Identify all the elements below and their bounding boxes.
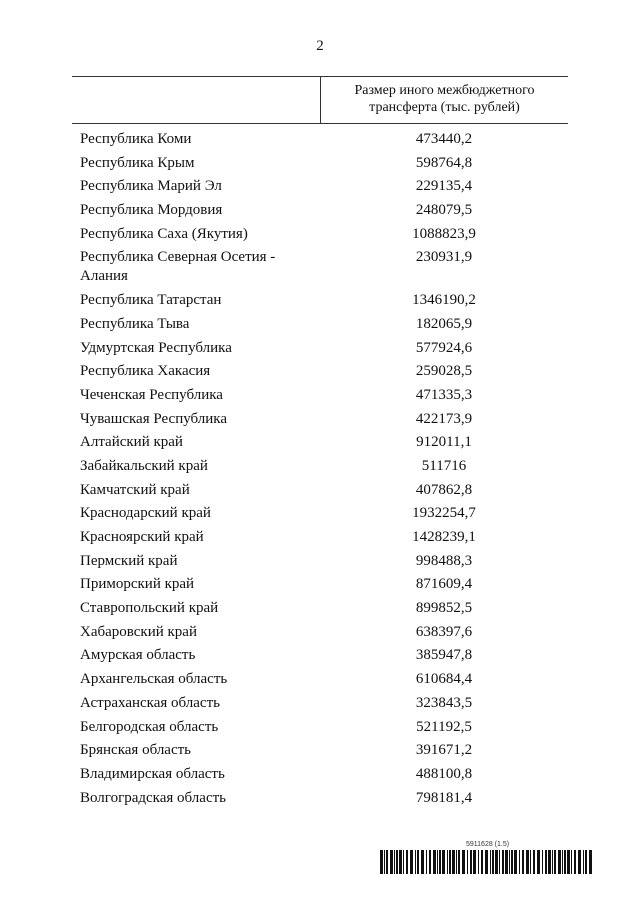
transfer-amount: 385947,8 bbox=[415, 647, 473, 664]
transfer-amount: 511716 bbox=[421, 457, 467, 474]
region-name: Архангельская область bbox=[80, 671, 228, 688]
table-row bbox=[80, 315, 568, 334]
transfer-amount: 229135,4 bbox=[415, 178, 473, 195]
region-name: Республика Саха (Якутия) bbox=[80, 225, 248, 242]
transfer-amount: 473440,2 bbox=[415, 131, 473, 147]
transfer-amount: 323843,5 bbox=[415, 694, 473, 711]
table-row bbox=[80, 154, 568, 173]
table-row bbox=[80, 718, 568, 737]
transfer-amount: 248079,5 bbox=[415, 202, 473, 219]
transfer-amount: 871609,4 bbox=[415, 576, 473, 593]
table-row bbox=[80, 528, 568, 547]
region-name: Астраханская область bbox=[80, 694, 220, 711]
table-row bbox=[80, 177, 568, 196]
column-header-transfer-amount: Размер иного межбюджетного трансферта (тыс. рублей) bbox=[354, 83, 535, 115]
transfer-amount: 391671,2 bbox=[415, 742, 473, 759]
transfer-amount: 407862,8 bbox=[415, 481, 473, 498]
table-row bbox=[80, 694, 568, 713]
table-row bbox=[80, 504, 568, 523]
region-name: Забайкальский край bbox=[80, 457, 208, 474]
region-name: Республика Татарстан bbox=[80, 292, 222, 309]
table-row bbox=[80, 646, 568, 665]
table-row bbox=[80, 575, 568, 594]
region-name: Республика Мордовия bbox=[80, 202, 223, 219]
table-row bbox=[80, 670, 568, 689]
region-name: Брянская область bbox=[80, 742, 192, 759]
region-name: Владимирская область bbox=[80, 765, 225, 782]
table-row bbox=[80, 765, 568, 784]
table-row bbox=[80, 599, 568, 618]
transfer-amount: 1932254,7 bbox=[412, 505, 476, 522]
transfer-amount: 899852,5 bbox=[415, 600, 473, 617]
table-row bbox=[80, 339, 568, 358]
table-row bbox=[80, 386, 568, 405]
table-row bbox=[80, 201, 568, 220]
transfer-amount: 577924,6 bbox=[415, 339, 473, 356]
transfer-amount: 598764,8 bbox=[415, 154, 473, 171]
region-name: Краснодарский край bbox=[80, 505, 211, 522]
table-row bbox=[80, 457, 568, 476]
region-name: Республика Хакасия bbox=[80, 363, 211, 380]
transfer-amount: 230931,9 bbox=[415, 249, 473, 266]
barcode-image bbox=[380, 850, 592, 874]
table-row bbox=[80, 623, 568, 642]
table-row bbox=[80, 552, 568, 571]
transfer-amount: 182065,9 bbox=[415, 315, 473, 332]
transfer-amount: 422173,9 bbox=[415, 410, 473, 427]
barcode-label: 5911628 (1.5) bbox=[466, 841, 510, 848]
table-row bbox=[80, 248, 568, 286]
transfer-amount: 1346190,2 bbox=[412, 292, 476, 309]
transfer-amount: 1428239,1 bbox=[412, 529, 476, 545]
region-name: Республика Марий Эл bbox=[80, 178, 222, 195]
table-row bbox=[80, 410, 568, 429]
region-name: Чеченская Республика bbox=[80, 386, 223, 403]
transfer-amount: 521192,5 bbox=[416, 718, 472, 735]
region-name: Удмуртская Республика bbox=[80, 339, 232, 356]
region-name: Белгородская область bbox=[80, 718, 219, 735]
table-body bbox=[80, 130, 568, 812]
transfer-amount: 259028,5 bbox=[415, 363, 473, 380]
table-row bbox=[80, 481, 568, 500]
transfer-amount: 488100,8 bbox=[415, 765, 473, 782]
region-name: Волгоградская область bbox=[80, 789, 226, 806]
transfer-amount: 638397,6 bbox=[415, 623, 473, 640]
table-row bbox=[80, 130, 568, 149]
transfer-amount: 998488,3 bbox=[415, 552, 473, 569]
transfer-amount: 912011,1 bbox=[416, 434, 472, 451]
table-row bbox=[80, 741, 568, 760]
region-name: Республика Крым bbox=[80, 154, 195, 171]
transfer-amount: 1088823,9 bbox=[412, 225, 476, 242]
transfer-amount: 798181,4 bbox=[415, 789, 473, 806]
region-name: Приморский край bbox=[80, 576, 195, 593]
table-row bbox=[80, 362, 568, 381]
region-name: Чувашская Республика bbox=[80, 410, 228, 427]
page-number: 2 bbox=[316, 38, 324, 54]
table-header bbox=[72, 76, 568, 124]
table-row bbox=[80, 789, 568, 808]
region-name: Республика Северная Осетия - Алания bbox=[80, 249, 276, 285]
region-name: Пермский край bbox=[80, 552, 178, 569]
region-name: Республика Тыва bbox=[80, 315, 190, 332]
region-name: Камчатский край bbox=[80, 481, 190, 498]
region-name: Красноярский край bbox=[80, 529, 204, 545]
table-row bbox=[80, 225, 568, 244]
region-name: Хабаровский край bbox=[80, 623, 197, 640]
transfer-amount: 610684,4 bbox=[415, 671, 473, 688]
table-row bbox=[80, 433, 568, 452]
region-name: Амурская область bbox=[80, 647, 196, 664]
region-name: Ставропольский край bbox=[80, 600, 219, 617]
region-name: Республика Коми bbox=[80, 131, 192, 147]
transfer-amount: 471335,3 bbox=[415, 386, 473, 403]
table-row bbox=[80, 291, 568, 310]
region-name: Алтайский край bbox=[80, 434, 183, 451]
